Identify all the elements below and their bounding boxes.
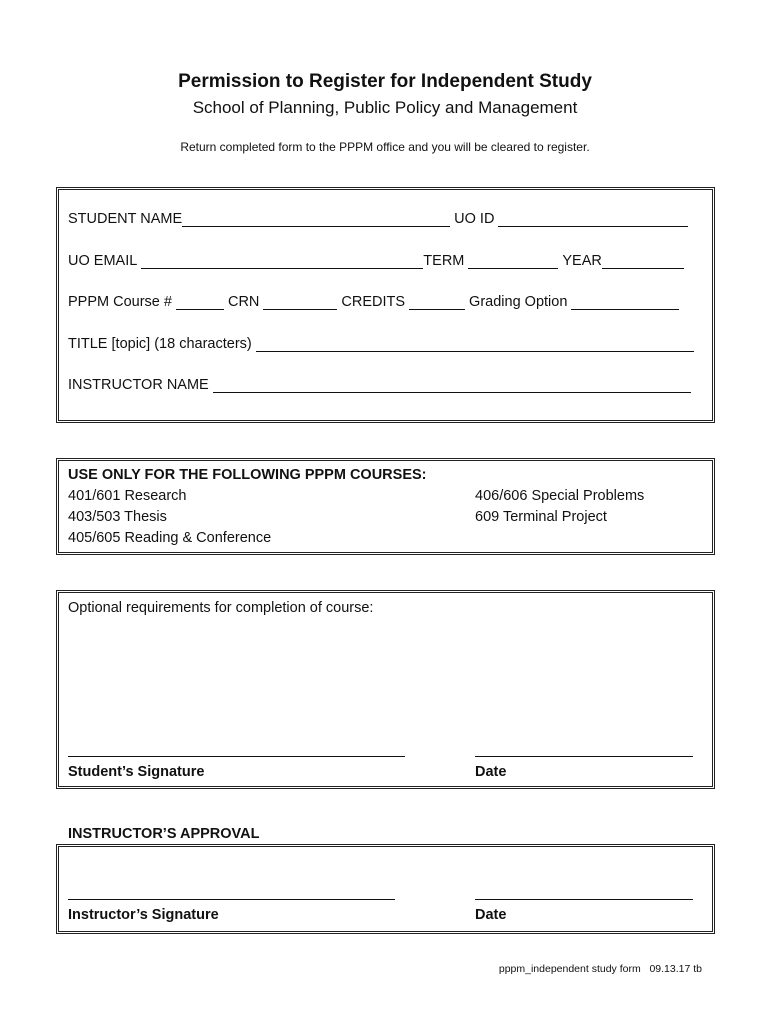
form-instruction: Return completed form to the PPPM office and you will be cleared to register. (180, 140, 590, 154)
requirements-box (56, 590, 715, 789)
courses-heading: USE ONLY FOR THE FOLLOWING PPPM COURSES: (68, 467, 427, 483)
instructor-approval-heading: INSTRUCTOR’S APPROVAL (68, 826, 260, 842)
crn-field[interactable] (263, 295, 337, 310)
form-footer: pppm_independent study form 09.13.17 tb (498, 963, 702, 975)
uo-id-field[interactable] (498, 212, 688, 227)
title-row (68, 336, 698, 352)
term-field[interactable] (468, 254, 558, 269)
uo-id-label: UO ID (454, 211, 495, 227)
form-subtitle: School of Planning, Public Policy and Management (192, 98, 578, 117)
student-signature-label: Student’s Signature (68, 764, 205, 780)
student-signature-line[interactable] (68, 756, 405, 757)
course-item: 406/606 Special Problems (475, 488, 645, 504)
year-field[interactable] (602, 254, 684, 269)
instructor-name-field[interactable] (213, 378, 691, 393)
course-item: 403/503 Thesis (68, 509, 167, 525)
credits-label: CREDITS (341, 294, 406, 310)
course-item: 401/601 Research (68, 488, 187, 504)
instructor-signature-label: Instructor’s Signature (68, 907, 219, 923)
student-name-row (68, 211, 692, 227)
crn-label: CRN (227, 294, 260, 310)
course-item: 405/605 Reading & Conference (68, 530, 272, 546)
term-label: TERM (423, 253, 465, 269)
requirements-label: Optional requirements for completion of course: (68, 600, 374, 616)
grading-option-field[interactable] (571, 295, 679, 310)
student-date-line[interactable] (475, 756, 693, 757)
form-title: Permission to Register for Independent Study (178, 71, 592, 92)
course-field[interactable] (176, 295, 224, 310)
uo-email-field[interactable] (141, 254, 423, 269)
title-topic-field[interactable] (256, 337, 694, 352)
course-item: 609 Terminal Project (475, 509, 607, 525)
instructor-date-line[interactable] (475, 899, 693, 900)
grading-option-label: Grading Option (469, 294, 568, 310)
student-name-label: STUDENT NAME (68, 211, 183, 227)
instructor-date-label: Date (475, 907, 507, 923)
email-row (68, 253, 688, 269)
title-topic-label: TITLE [topic] (18 characters) (68, 336, 252, 352)
student-date-label: Date (475, 764, 507, 780)
uo-email-label: UO EMAIL (68, 253, 138, 269)
credits-field[interactable] (409, 295, 465, 310)
instructor-row (68, 377, 695, 393)
year-label: YEAR (562, 253, 602, 269)
student-name-field[interactable] (182, 212, 450, 227)
course-label: PPPM Course # (68, 294, 172, 310)
instructor-name-label: INSTRUCTOR NAME (68, 377, 209, 393)
instructor-signature-line[interactable] (68, 899, 395, 900)
course-row (68, 294, 683, 310)
